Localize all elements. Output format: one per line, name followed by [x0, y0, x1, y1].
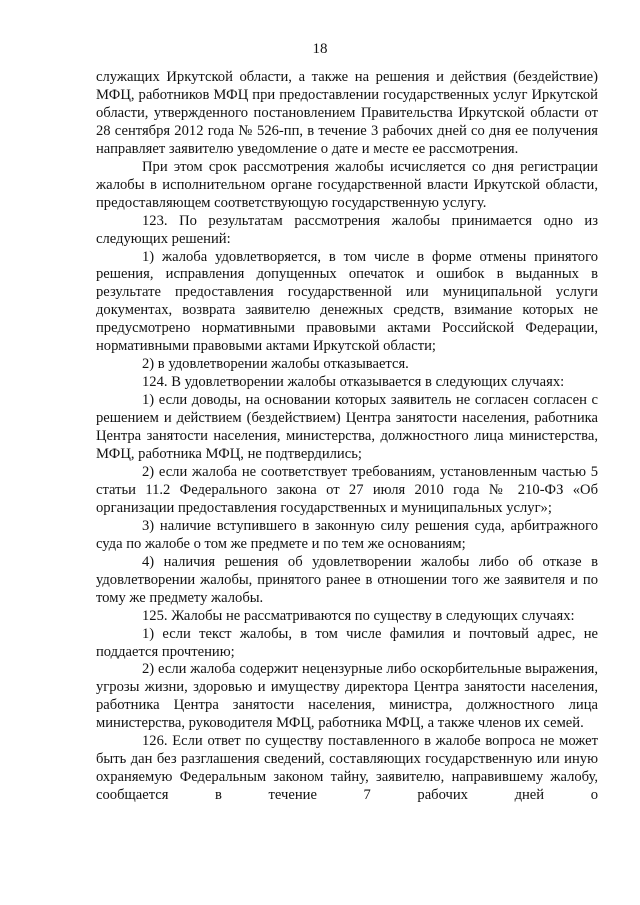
paragraph-complaint-review-notice: служащих Иркутской области, а также на решения и действия (бездействие) МФЦ, работников МФЦ при предоставлении государственных услуг Иркутской области, утвержденного постановлением Правительства Иркутской области от 28 сентября 2012 года № 526-пп, в течение 3 рабочих дней со дня ее получения направляет заявителю уведомление о дате и месте ее рассмотрения.	[96, 69, 598, 157]
paragraph-124-item-2: 2) если жалоба не соответствует требованиям, установленным частью 5 статьи 11.2 Федерального закона от 27 июля 2010 года № 210-ФЗ «Об организации предоставления государственных и муниципальных услуг»;	[96, 463, 598, 516]
paragraph-123-item-1: 1) жалоба удовлетворяется, в том числе в форме отмены принятого решения, исправления допущенных опечаток и ошибок в выданных в результате предоставления государственной или муниципальной услуги документах, возврата заявителю денежных средств, взимание которых не предусмотрено нормативными правовыми актами Российской Федерации, нормативными правовыми актами Иркутской области;	[96, 248, 598, 355]
paragraph-126-secret-info: 126. Если ответ по существу поставленного в жалобе вопроса не может быть дан без разглашения сведений, составляющих государственную или иную охраняемую Федеральным законом тайну, заявителю, направившему жалобу, сообщается в течение 7 рабочих дней о	[96, 733, 598, 804]
page-number: 18	[312, 41, 328, 57]
paragraph-125-item-2: 2) если жалоба содержит нецензурные либо оскорбительные выражения, угрозы жизни, здоровью и имуществу директора Центра занятости населения, работника Центра занятости населения, министра, должностного лица министерства, руководителя МФЦ, работника МФЦ, а также членов их семей.	[96, 661, 598, 732]
paragraph-125-item-1: 1) если текст жалобы, в том числе фамилия и почтовый адрес, не поддается прочтению;	[96, 625, 598, 660]
paragraph-125-not-considered: 125. Жалобы не рассматриваются по существу в следующих случаях:	[142, 607, 575, 624]
paragraph-123-item-2: 2) в удовлетворении жалобы отказывается.	[142, 356, 409, 373]
document-body	[96, 69, 598, 805]
paragraph-123-decisions: 123. По результатам рассмотрения жалобы принимается одно из следующих решений:	[96, 212, 598, 247]
paragraph-124-item-1: 1) если доводы, на основании которых заявитель не согласен согласен с решением и действием (бездействием) Центра занятости населения, работника Центра занятости населения, министерства, должностного лица министерства, МФЦ, работника МФЦ, не подтвердились;	[96, 392, 598, 463]
paragraph-124-item-3: 3) наличие вступившего в законную силу решения суда, арбитражного суда по жалобе о том же предмете и по тем же основаниям;	[96, 517, 598, 552]
paragraph-124-item-4: 4) наличия решения об удовлетворении жалобы либо об отказе в удовлетворении жалобы, принятого ранее в отношении того же заявителя и по тому же предмету жалобы.	[96, 553, 598, 606]
paragraph-124-refusal: 124. В удовлетворении жалобы отказывается в следующих случаях:	[142, 374, 565, 391]
paragraph-review-period: При этом срок рассмотрения жалобы исчисляется со дня регистрации жалобы в исполнительном органе государственной власти Иркутской области, предоставляющем соответствующую государственную услугу.	[96, 158, 598, 211]
